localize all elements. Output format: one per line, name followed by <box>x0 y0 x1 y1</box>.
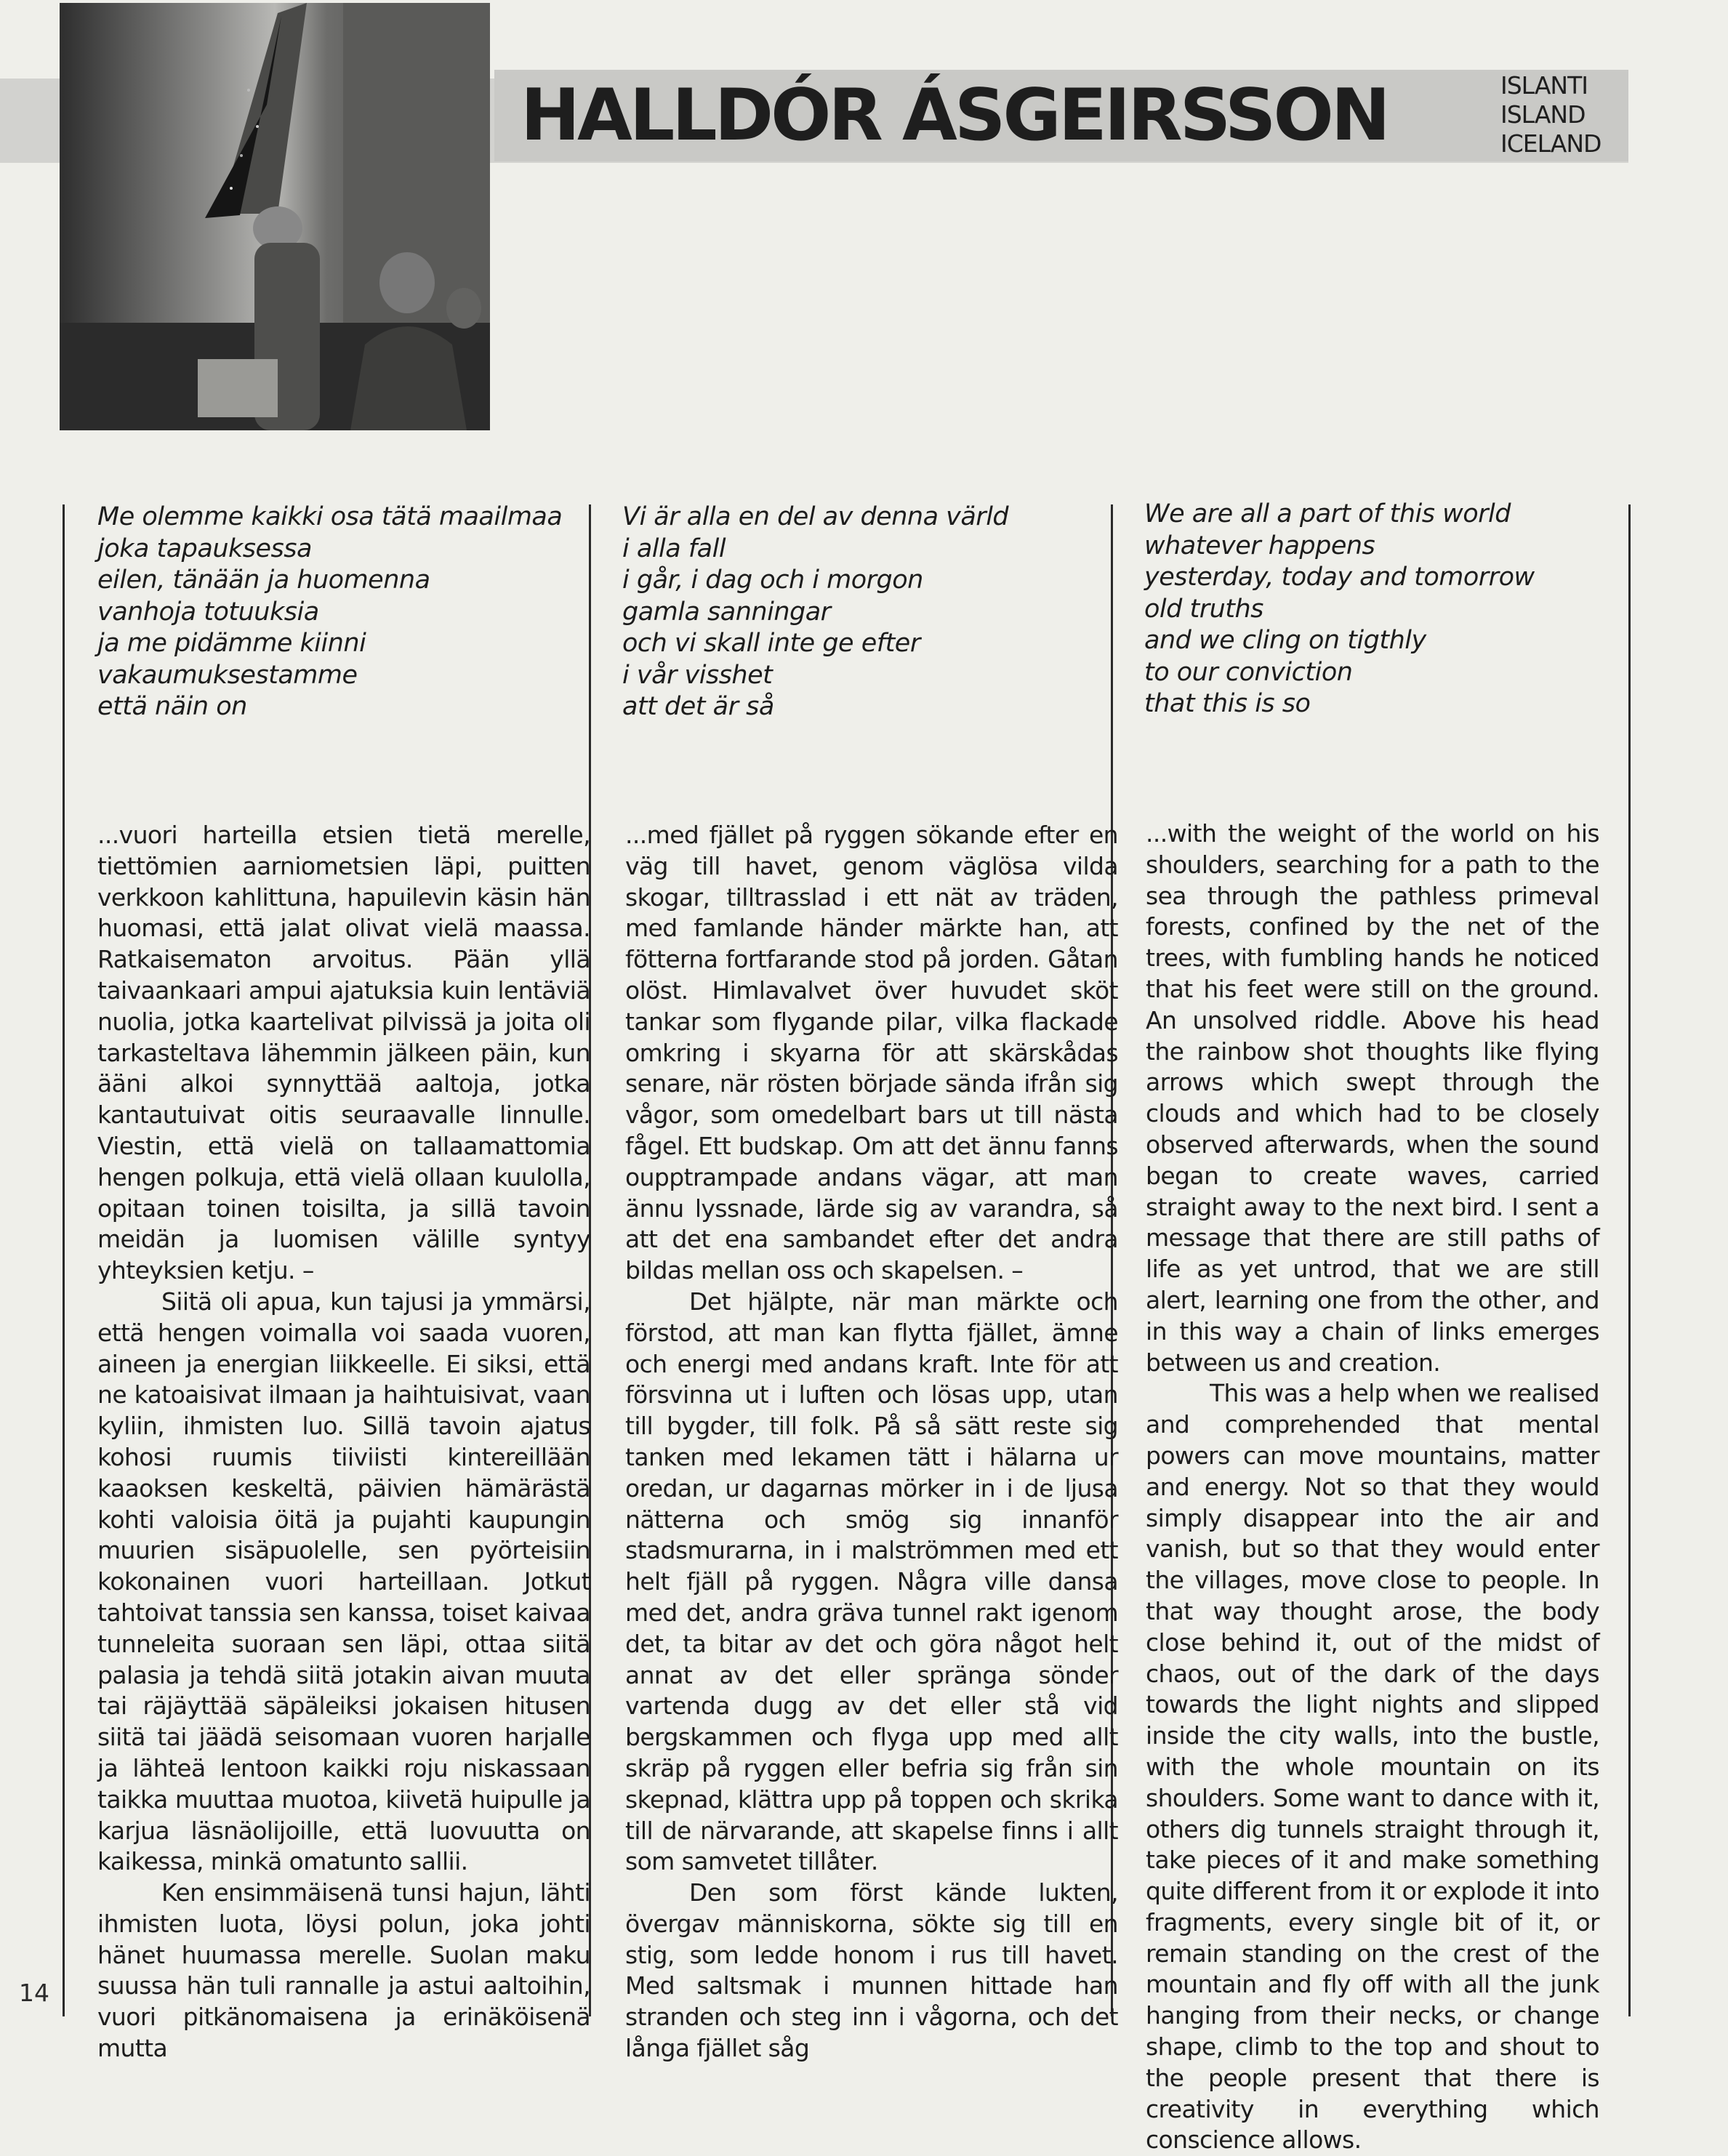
paragraph: Siitä oli apua, kun tajusi ja ymmärsi, että hengen voimalla voi saada vuoren, aineen ja energian liikkeelle. Ei siksi, että ne katoaisivat ilmaan ja haihtuisivat, vaan kyliin, ihmisten luo. Sillä tavoin ajatus kohosi ruumis tiiviisti kintereillään kaaoksen keskeltä, päivien hämärästä kohti valoisia öitä ja pujahti kaupungin muurien sisäpuolelle, sen pyörteisiin kokonainen vuori harteillaan. Jotkut tahtoivat tanssia sen kanssa, toiset kaivaa tunneleita suoraan sen läpi, ottaa siitä palasia ja tehdä siitä jotakin aivan muuta tai räjäyttää säpäleiksi jokaisen hitusen siitä tai jäädä seisomaan vuoren harjalle ja lähteä lentoon kaikki roju niskassaan taikka muuttaa muotoa, kiivetä huipulle ja karjua läsnäolijoille, että luovuutta on kaikessa, minkä omatunto sallii. <box>97 1287 590 1876</box>
country-label-en: ICELAND <box>1500 129 1602 158</box>
prose-english <box>1146 818 1599 2156</box>
column-swedish <box>622 502 1115 723</box>
performance-photo-icon <box>60 3 490 430</box>
country-labels <box>1500 71 1601 158</box>
country-label-fi: ISLANTI <box>1500 71 1588 100</box>
paragraph: Ken ensimmäisenä tunsi hajun, lähti ihmisten luota, löysi polun, joka johti hänet huumassa merelle. Suolan maku suussa hän tuli rannalle ja astui aaltoihin, vuori pitkänomaisena ja erinäköisenä mutta <box>97 1878 590 2063</box>
poem-swedish: Vi är alla en del av denna värld i alla fall i går, i dag och i morgon gamla sanningar och vi skall inte ge efter i vår visshet att det är så <box>622 502 1009 721</box>
poem-finnish: Me olemme kaikki osa tätä maailmaa joka tapauksessa eilen, tänään ja huomenna vanhoja totuuksia ja me pidämme kiinni vakaumuksestamme että näin on <box>97 502 563 721</box>
column-english <box>1144 499 1637 720</box>
paragraph: ...with the weight of the world on his shoulders, searching for a path to the sea through the pathless primeval forests, confined by the net of the trees, with fumbling hands he noticed that his feet were still on the ground. An unsolved riddle. Above his head the rainbow shot thoughts like flying arrows which swept through the clouds and which had to be closely observed afterwards, when the sound began to create waves, carried straight away to the next bird. I sent a message that there are still paths of life as yet untrod, that we are still alert, learning one from the other, and in this way a chain of links emerges between us and creation. <box>1146 819 1599 1377</box>
poem-english: We are all a part of this world whatever happens yesterday, today and tomorrow old truths and we cling on tigthly to our conviction that this is so <box>1144 499 1535 718</box>
paragraph: ...vuori harteilla etsien tietä merelle, tiettömien aarniometsien läpi, puitten verkkoon kahlittuna, hapuilevin käsin hän huomasi, että jalat olivat vielä maassa. Ratkaisematon arvoitus. Pään yllä taivaankaari ampui ajatuksia kuin lentäviä nuolia, jotka kaartelivat pilvissä ja joita oli tarkasteltava lähemmin jälkeen päin, kun ääni alkoi synnyttää aaltoja, jotka kantautuivat oitis seuraavalle linnulle. Viestin, että vielä on tallaamattomia hengen polkuja, että vielä ollaan kuulolla, opitaan toinen toisilta, ja sillä tavoin meidän ja luomisen välille syntyy yhteyksien ketju. – <box>97 821 590 1285</box>
page-title: HALLDÓR ÁSGEIRSSON <box>521 74 1388 157</box>
paragraph: Det hjälpte, när man märkte och förstod, att man kan flytta fjället, ämne och energi med andans kraft. Inte för att försvinna ut i luften och lösas upp, utan till bygder, till folk. På så sätt reste sig tanken med lekamen tätt i hälarna ur oredan, ur dagarnas mörker in i de ljusa nätterna och smög sig innanför stadsmurarna, in i malströmmen med ett helt fjäll på ryggen. Några ville dansa med det, andra gräva tunnel rakt igenom det, ta bitar av det och göra något helt annat av det eller spränga sönder vartenda dugg av det eller stå vid bergskammen och flyga upp med allt skräp på ryggen eller befria sig från sin skepnad, klättra upp på toppen och skrika till de närvarande, att skapelse finns i allt som samvetet tillåter. <box>625 1287 1118 1876</box>
column-finnish <box>97 502 590 723</box>
prose-swedish <box>625 820 1118 2064</box>
column-rule-left <box>63 504 65 2016</box>
column-rule-edge <box>1628 504 1631 2016</box>
page-number: 14 <box>19 1979 49 2007</box>
paragraph: This was a help when we realised and comprehended that mental powers can move mountains, matter and energy. Not so that they would simply disappear into the air and vanish, but so that they would enter the villages, move close to people. In that way thought arose, the body close behind it, out of the midst of chaos, out of the dark of the days towards the light nights and slipped inside the city walls, into the bustle, with the whole mountain on its shoulders. Some want to dance with it, others dig tunnels straight through it, take pieces of it and make something quite different from it or explode it into fragments, every single bit of it, or remain standing on the crest of the mountain and fly off with all the junk hanging from their necks, or change shape, climb to the top and shout to the people present that there is creativity in everything which conscience allows. <box>1146 1379 1599 2155</box>
prose-finnish <box>97 820 590 2064</box>
performance-photo <box>60 3 490 430</box>
country-label-sv: ISLAND <box>1500 100 1586 129</box>
paragraph: ...med fjället på ryggen sökande efter en väg till havet, genom väglösa vilda skogar, tilltrasslad i ett nät av träden, med famlande händer märkte han, att fötterna fortfarande stod på jorden. Gåtan olöst. Himlavalvet över huvudet sköt tankar som flygande pilar, vilka flackade omkring i skyarna för att skärskådas senare, när rösten började sända ifrån sig vågor, som omedelbart bars ut till nästa fågel. Ett budskap. Om att det ännu fanns oupptrampade andans vägar, att man ännu lyssnade, lärde sig av varandra, så att det ena sambandet efter det andra bildas mellan oss och skapelsen. – <box>625 821 1118 1285</box>
paragraph: Den som först kände lukten, övergav människorna, sökte sig till en stig, som ledde honom i rus till havet. Med saltsmak i munnen hittade han stranden och steg inn i vågorna, och det långa fjället såg <box>625 1878 1118 2063</box>
